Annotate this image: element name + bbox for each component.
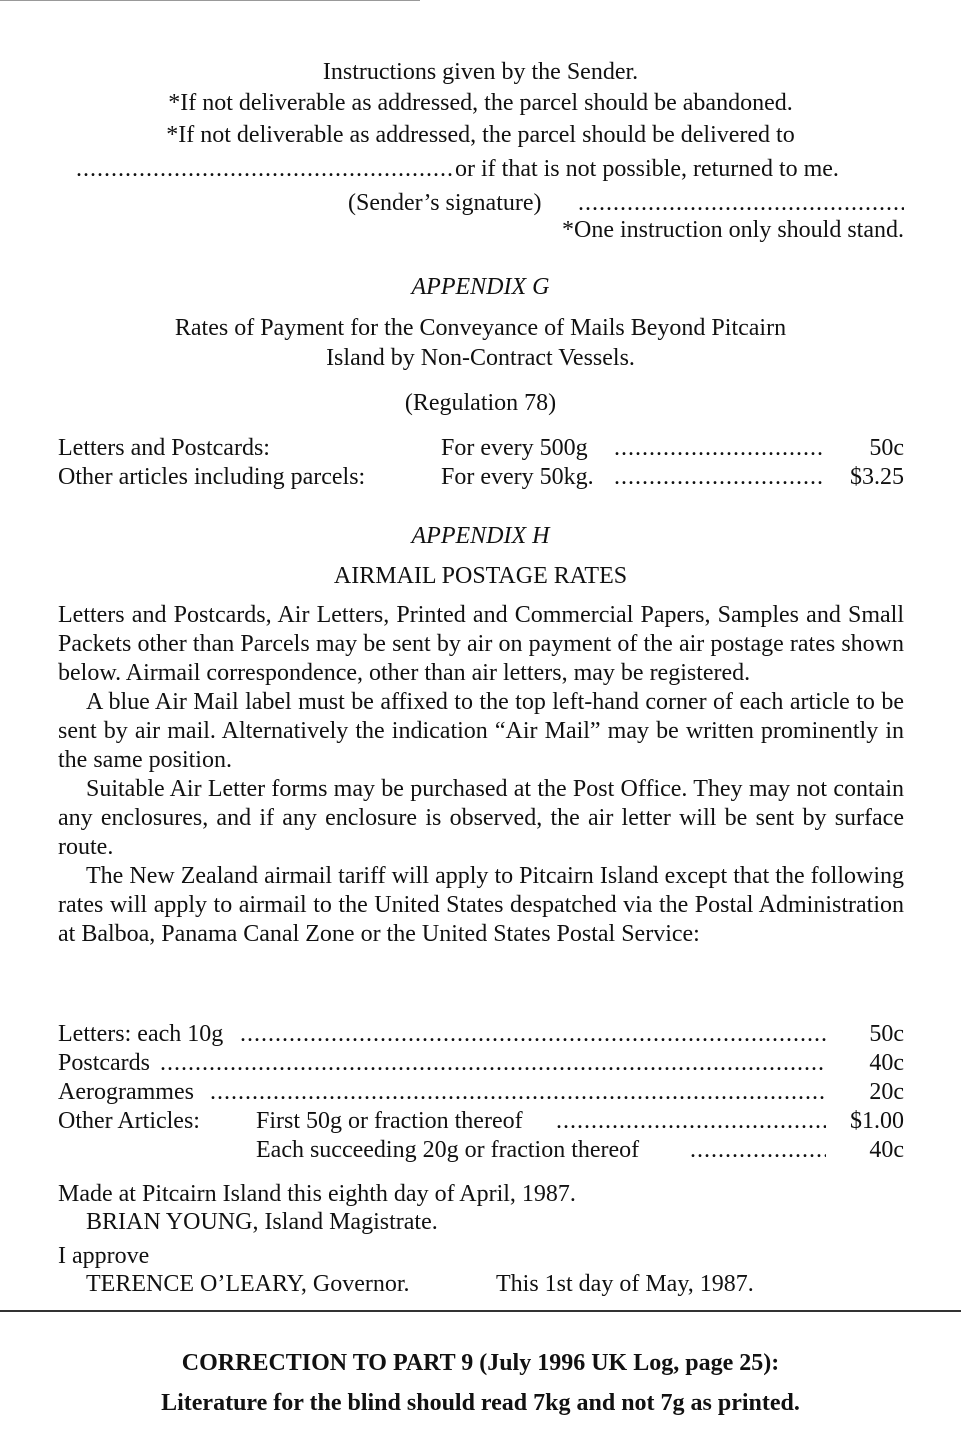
appendix-h-paragraph-4: The New Zealand airmail tariff will apply to Pitcairn Island except that the following rates will apply to airmail to the United States despatched via the Postal Administration at Balboa, Panama Canal Zone or the United States Postal Service:	[58, 863, 904, 947]
g-row-1-basis: For every 500g	[441, 435, 588, 461]
g-row-1-item: Letters and Postcards:	[58, 435, 270, 461]
g-row-2-leader	[614, 463, 824, 492]
rate-aerogrammes-leader	[210, 1078, 826, 1107]
signature-dotted-line	[578, 189, 904, 218]
sender-line-3: or if that is not possible, returned to me.	[455, 156, 839, 182]
appendix-h-paragraph-1: Letters and Postcards, Air Letters, Printed and Commercial Papers, Samples and Small Packets other than Parcels may be sent by air on payment of the air postage rates shown below. Airmail correspondence, other than air letters, may be registered.	[58, 602, 904, 686]
appendix-h-title: APPENDIX H	[411, 523, 550, 549]
rate-other-first-value: $1.00	[850, 1108, 904, 1134]
closing-made: Made at Pitcairn Island this eighth day of April, 1987.	[58, 1181, 576, 1207]
address-dotted-line	[76, 155, 453, 184]
sender-note: *One instruction only should stand.	[562, 217, 904, 243]
g-row-1-leader	[614, 434, 824, 463]
sender-signature-label: (Sender’s signature)	[348, 190, 542, 216]
closing-approve: I approve	[58, 1243, 150, 1269]
sender-line-1: *If not deliverable as addressed, the parcel should be abandoned.	[168, 90, 793, 116]
g-row-1-rate: 50c	[869, 435, 904, 461]
rate-letters-value: 50c	[869, 1021, 904, 1047]
rate-postcards-label: Postcards	[58, 1049, 154, 1078]
appendix-h-paragraph-3: Suitable Air Letter forms may be purchased at the Post Office. They may not contain any enclosures, and if any enclosure is observed, the air letter will be sent by surface route.	[58, 776, 904, 860]
correction-line-1: CORRECTION TO PART 9 (July 1996 UK Log, page 25):	[181, 1350, 780, 1376]
rate-aerogrammes-label: Aerogrammes	[58, 1078, 198, 1107]
appendix-h-body	[58, 601, 904, 949]
rate-postcards-leader	[160, 1049, 826, 1078]
closing-date: This 1st day of May, 1987.	[496, 1271, 754, 1297]
rate-other-first-label: First 50g or fraction thereof	[256, 1107, 527, 1136]
rate-other-succeeding-label: Each succeeding 20g or fraction thereof	[256, 1136, 643, 1165]
appendix-h-paragraph-2: A blue Air Mail label must be affixed to the top left-hand corner of each article to be sent by air mail. Alternatively the indication “Air Mail” may be written prominently in the same position.	[58, 689, 904, 773]
rate-letters-leader	[240, 1020, 826, 1049]
correction-line-2: Literature for the blind should read 7kg and not 7g as printed.	[161, 1390, 800, 1416]
top-rule	[0, 0, 420, 1]
rate-other-succeeding-leader	[690, 1136, 826, 1165]
appendix-h-subtitle: AIRMAIL POSTAGE RATES	[333, 563, 628, 589]
sender-heading: Instructions given by the Sender.	[322, 59, 639, 85]
rate-other-succeeding-value: 40c	[869, 1137, 904, 1163]
g-row-2-item: Other articles including parcels:	[58, 464, 366, 490]
rate-other-first-leader	[556, 1107, 826, 1136]
rate-postcards-value: 40c	[869, 1050, 904, 1076]
section-divider	[0, 1310, 961, 1312]
appendix-g-title: APPENDIX G	[411, 274, 550, 300]
closing-magistrate: BRIAN YOUNG, Island Magistrate.	[86, 1209, 438, 1235]
sender-line-2: *If not deliverable as addressed, the parcel should be delivered to	[166, 122, 795, 148]
rate-aerogrammes-value: 20c	[869, 1079, 904, 1105]
appendix-g-desc-2: Island by Non-Contract Vessels.	[326, 345, 635, 371]
closing-governor: TERENCE O’LEARY, Governor.	[86, 1271, 410, 1297]
appendix-g-desc-1: Rates of Payment for the Conveyance of Mails Beyond Pitcairn	[174, 315, 787, 341]
appendix-g-regulation: (Regulation 78)	[404, 390, 557, 416]
g-row-2-rate: $3.25	[850, 464, 904, 490]
g-row-2-basis: For every 50kg.	[441, 464, 594, 490]
rate-other-label: Other Articles:	[58, 1108, 200, 1134]
rate-letters-label: Letters: each 10g	[58, 1020, 227, 1049]
